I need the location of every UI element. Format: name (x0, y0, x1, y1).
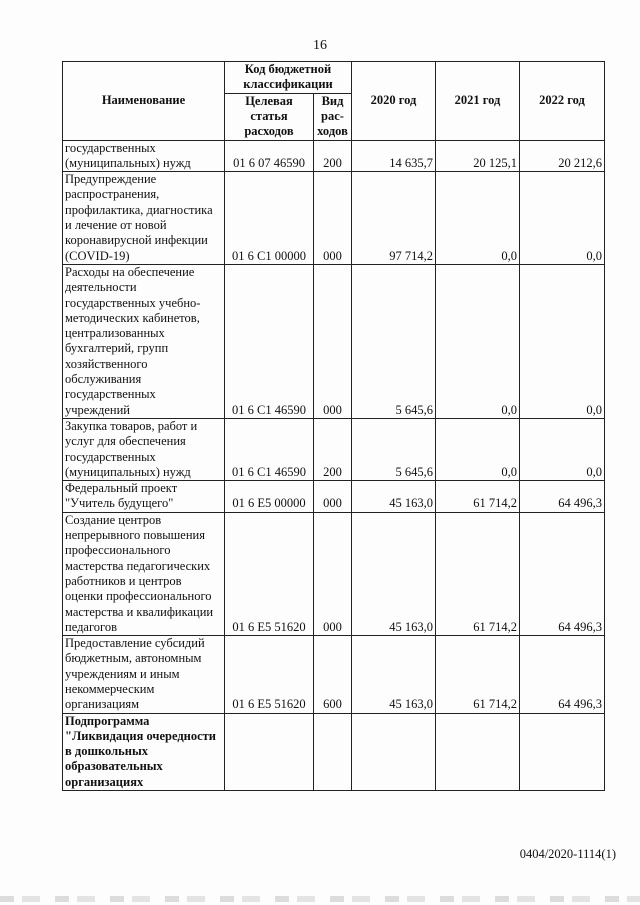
table-row (63, 636, 605, 713)
table-row (63, 713, 605, 790)
row-2021: 61 714,2 (436, 512, 520, 635)
page-number: 16 (313, 38, 327, 53)
row-2021: 0,0 (436, 172, 520, 265)
row-type: 000 (314, 512, 352, 635)
row-2022: 0,0 (520, 418, 605, 480)
row-name: Расходы на обеспечение деятельности государственных учебно-методических кабинетов, централизованных бухгалтерий, групп хозяйственного обслуживания государственных учреждений (63, 264, 225, 418)
row-name: государственных (муниципальных) нужд (63, 140, 225, 172)
row-2022: 64 496,3 (520, 481, 605, 513)
row-code: 01 6 C1 00000 (225, 172, 314, 265)
row-type (314, 713, 352, 790)
row-2020: 97 714,2 (352, 172, 436, 265)
row-type: 000 (314, 172, 352, 265)
row-code: 01 6 C1 46590 (225, 264, 314, 418)
row-code: 01 6 07 46590 (225, 140, 314, 172)
row-name: Закупка товаров, работ и услуг для обеспечения государственных (муниципальных) нужд (63, 418, 225, 480)
row-2020 (352, 713, 436, 790)
header-code-group: Код бюджетной классификации (225, 62, 352, 94)
row-code: 01 6 E5 00000 (225, 481, 314, 513)
row-2021: 61 714,2 (436, 636, 520, 713)
row-name: Подпрограмма "Ликвидация очередности в дошкольных образовательных организациях (63, 713, 225, 790)
row-code: 01 6 C1 46590 (225, 418, 314, 480)
row-code (225, 713, 314, 790)
row-2022: 0,0 (520, 264, 605, 418)
row-name: Создание центров непрерывного повышения профессионального мастерства педагогических работников и центров оценки профессионального мастерства и квалификации педагогов (63, 512, 225, 635)
table-row (63, 512, 605, 635)
row-2021: 61 714,2 (436, 481, 520, 513)
row-2020: 45 163,0 (352, 481, 436, 513)
row-type: 200 (314, 140, 352, 172)
table-row (63, 481, 605, 513)
row-2022: 20 212,6 (520, 140, 605, 172)
row-2020: 45 163,0 (352, 636, 436, 713)
row-code: 01 6 E5 51620 (225, 512, 314, 635)
row-name: Предоставление субсидий бюджетным, автономным учреждениям и иным некоммерческим организациям (63, 636, 225, 713)
row-2022 (520, 713, 605, 790)
header-2020: 2020 год (352, 62, 436, 141)
budget-table (62, 61, 605, 791)
table-row (63, 264, 605, 418)
header-2021: 2021 год (436, 62, 520, 141)
row-2021: 20 125,1 (436, 140, 520, 172)
row-2021: 0,0 (436, 264, 520, 418)
row-2022: 0,0 (520, 172, 605, 265)
header-2022: 2022 год (520, 62, 605, 141)
row-2020: 14 635,7 (352, 140, 436, 172)
row-type: 600 (314, 636, 352, 713)
row-type: 000 (314, 264, 352, 418)
scan-edge (0, 896, 640, 902)
row-2022: 64 496,3 (520, 636, 605, 713)
row-2020: 5 645,6 (352, 264, 436, 418)
row-type: 000 (314, 481, 352, 513)
header-target: Целевая статья расходов (225, 93, 314, 140)
row-name: Федеральный проект "Учитель будущего" (63, 481, 225, 513)
row-name: Предупреждение распространения, профилактика, диагностика и лечение от новой коронавирусной инфекции (COVID-19) (63, 172, 225, 265)
row-2021: 0,0 (436, 418, 520, 480)
table-row (63, 172, 605, 265)
row-2022: 64 496,3 (520, 512, 605, 635)
row-code: 01 6 E5 51620 (225, 636, 314, 713)
document-code: 0404/2020-1114(1) (519, 847, 616, 861)
row-2020: 5 645,6 (352, 418, 436, 480)
header-name: Наименование (63, 62, 225, 141)
row-2020: 45 163,0 (352, 512, 436, 635)
row-2021 (436, 713, 520, 790)
table-row (63, 140, 605, 172)
header-type: Вид рас-ходов (314, 93, 352, 140)
row-type: 200 (314, 418, 352, 480)
table-row (63, 418, 605, 480)
